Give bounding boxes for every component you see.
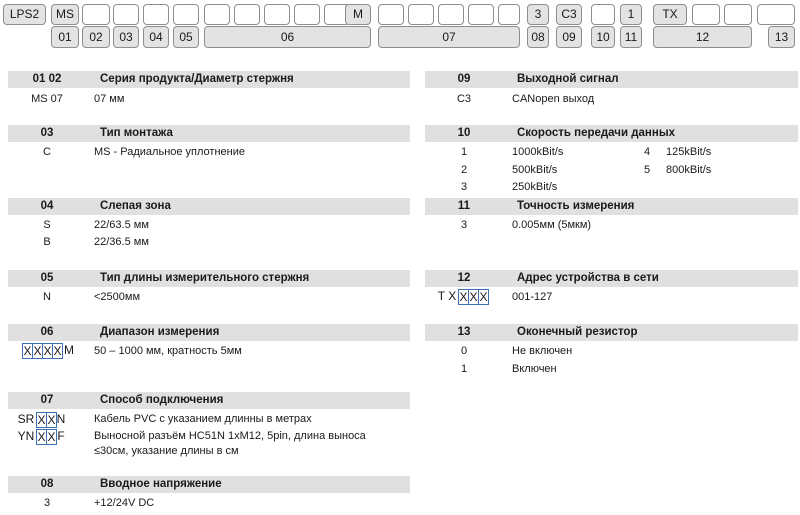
position-number: 12 — [653, 26, 752, 48]
option-code: B — [43, 236, 51, 248]
section-code: 03 — [40, 127, 54, 139]
section-title: Скорость передачи данных — [517, 127, 676, 139]
section-header-04 — [8, 198, 410, 215]
section-header-05 — [8, 270, 410, 287]
section-title: Диапазон измерения — [100, 326, 220, 338]
option-description: 1000kBit/s — [512, 146, 564, 158]
section-title: Точность измерения — [517, 200, 635, 212]
position-number: 06 — [204, 26, 371, 48]
option-description: 07 мм — [94, 93, 125, 105]
section-code: 12 — [457, 272, 471, 284]
section-title: Серия продукта/Диаметр стержня — [100, 73, 294, 85]
section-header-07 — [8, 392, 410, 409]
position-number: 03 — [113, 26, 139, 48]
x-box: X — [459, 289, 468, 304]
code-prefix: T X — [437, 289, 457, 303]
code-box-diameter-1 — [82, 4, 110, 25]
position-number: 04 — [143, 26, 169, 48]
code-box-address-prefix: TX — [653, 4, 687, 25]
section-title: Тип монтажа — [100, 127, 173, 139]
option-description: 250kBit/s — [512, 181, 558, 193]
code-box-blind-zone — [173, 4, 199, 25]
section-header-09 — [425, 71, 798, 88]
section-code: 13 — [457, 326, 471, 338]
option-code: 3 — [460, 181, 468, 193]
x-box: X — [43, 343, 52, 358]
option-description: ≤30см, указание длины в см — [94, 445, 239, 457]
option-description: 800kBit/s — [666, 164, 712, 176]
section-title: Адрес устройства в сети — [517, 272, 659, 284]
code-box-connection-1 — [378, 4, 404, 25]
code-suffix: F — [57, 429, 65, 443]
position-number: 11 — [620, 26, 642, 48]
option-description: 22/63.5 мм — [94, 219, 149, 231]
section-header-13 — [425, 324, 798, 341]
x-box: X — [469, 289, 478, 304]
code-box-termination — [757, 4, 795, 25]
section-header-11 — [425, 198, 798, 215]
code-box-connection-3 — [438, 4, 464, 25]
option-description: 0.005мм (5мкм) — [512, 219, 592, 231]
connection-code-connector — [16, 428, 66, 445]
address-code-pattern — [436, 288, 488, 305]
section-header-08 — [8, 476, 410, 493]
position-number: 01 — [51, 26, 79, 48]
section-code: 07 — [40, 394, 54, 406]
code-box-mounting — [143, 4, 169, 25]
connection-code-cable — [16, 411, 66, 428]
section-title: Оконечный резистор — [517, 326, 638, 338]
code-suffix: M — [64, 343, 74, 357]
option-code: 0 — [460, 345, 468, 357]
section-title: Тип длины измерительного стержня — [100, 272, 310, 284]
code-prefix: YN — [17, 429, 35, 443]
option-description: MS - Радиальное уплотнение — [94, 146, 246, 158]
option-code: 1 — [460, 146, 468, 158]
option-description: Включен — [512, 363, 557, 375]
section-title: Способ подключения — [100, 394, 224, 406]
option-description: 125kBit/s — [666, 146, 712, 158]
code-box-connection-2 — [408, 4, 434, 25]
section-code: 10 — [457, 127, 471, 139]
code-box-voltage: 3 — [527, 4, 549, 25]
x-box: X — [47, 429, 56, 444]
section-code: 06 — [40, 326, 54, 338]
position-number: 07 — [378, 26, 520, 48]
section-code: 09 — [457, 73, 471, 85]
option-code: C3 — [456, 93, 472, 105]
section-header-10 — [425, 125, 798, 142]
section-header-12 — [425, 270, 798, 287]
option-code: MS 07 — [31, 93, 63, 105]
position-number: 08 — [527, 26, 549, 48]
option-description: +12/24V DC — [94, 497, 155, 509]
code-box-range-2 — [234, 4, 260, 25]
code-box-range-unit: M — [345, 4, 371, 25]
option-description: CANopen выход — [512, 93, 595, 105]
option-code: 2 — [460, 164, 468, 176]
section-code: 11 — [457, 200, 471, 212]
section-header-06 — [8, 324, 410, 341]
code-suffix: N — [56, 412, 66, 426]
option-code: 5 — [643, 164, 651, 176]
option-description: 001-127 — [512, 291, 553, 303]
position-number: 13 — [768, 26, 795, 48]
option-code: 1 — [460, 363, 468, 375]
code-box-address-2 — [724, 4, 752, 25]
option-description: 22/36.5 мм — [94, 236, 149, 248]
x-box: X — [37, 429, 46, 444]
code-box-accuracy: 1 — [620, 4, 642, 25]
section-code: 01 02 — [32, 73, 62, 85]
section-title: Слепая зона — [100, 200, 171, 212]
x-box: X — [33, 343, 42, 358]
code-box-range-4 — [294, 4, 320, 25]
section-title: Вводное напряжение — [100, 478, 222, 490]
code-box-prefix: LPS2 — [3, 4, 46, 25]
option-code: C — [43, 146, 51, 158]
option-description: Не включен — [512, 345, 573, 357]
x-box: X — [37, 412, 46, 427]
option-code: 3 — [43, 497, 51, 509]
section-code: 08 — [40, 478, 54, 490]
section-header-03 — [8, 125, 410, 142]
option-description: 50 – 1000 мм, кратность 5мм — [94, 345, 242, 357]
code-box-series: MS — [51, 4, 79, 25]
position-number: 02 — [82, 26, 110, 48]
section-header-01-02 — [8, 71, 410, 88]
code-box-range-1 — [204, 4, 230, 25]
code-box-baud — [591, 4, 615, 25]
position-number: 05 — [173, 26, 199, 48]
option-code: N — [43, 291, 51, 303]
option-code: S — [43, 219, 51, 231]
code-prefix: SR — [17, 412, 35, 426]
code-box-connection-5 — [498, 4, 520, 25]
section-code: 05 — [40, 272, 54, 284]
position-number: 09 — [556, 26, 582, 48]
option-description: <2500мм — [94, 291, 141, 303]
section-code: 04 — [40, 200, 54, 212]
code-box-connection-4 — [468, 4, 494, 25]
position-number: 10 — [591, 26, 615, 48]
x-box: X — [23, 343, 32, 358]
x-box: X — [479, 289, 488, 304]
option-description: Выносной разъём HC51N 1xM12, 5pin, длина выноса — [94, 430, 366, 442]
code-box-address-1 — [692, 4, 720, 25]
x-box: X — [53, 343, 62, 358]
option-description: 500kBit/s — [512, 164, 558, 176]
option-code: 4 — [643, 146, 651, 158]
range-code-pattern — [22, 342, 74, 359]
x-box: X — [47, 412, 56, 427]
code-box-diameter-2 — [113, 4, 139, 25]
code-box-range-3 — [264, 4, 290, 25]
code-box-output: C3 — [556, 4, 582, 25]
option-code: 3 — [460, 219, 468, 231]
section-title: Выходной сигнал — [517, 73, 619, 85]
option-description: Кабель PVC с указанием длинны в метрах — [94, 413, 312, 425]
